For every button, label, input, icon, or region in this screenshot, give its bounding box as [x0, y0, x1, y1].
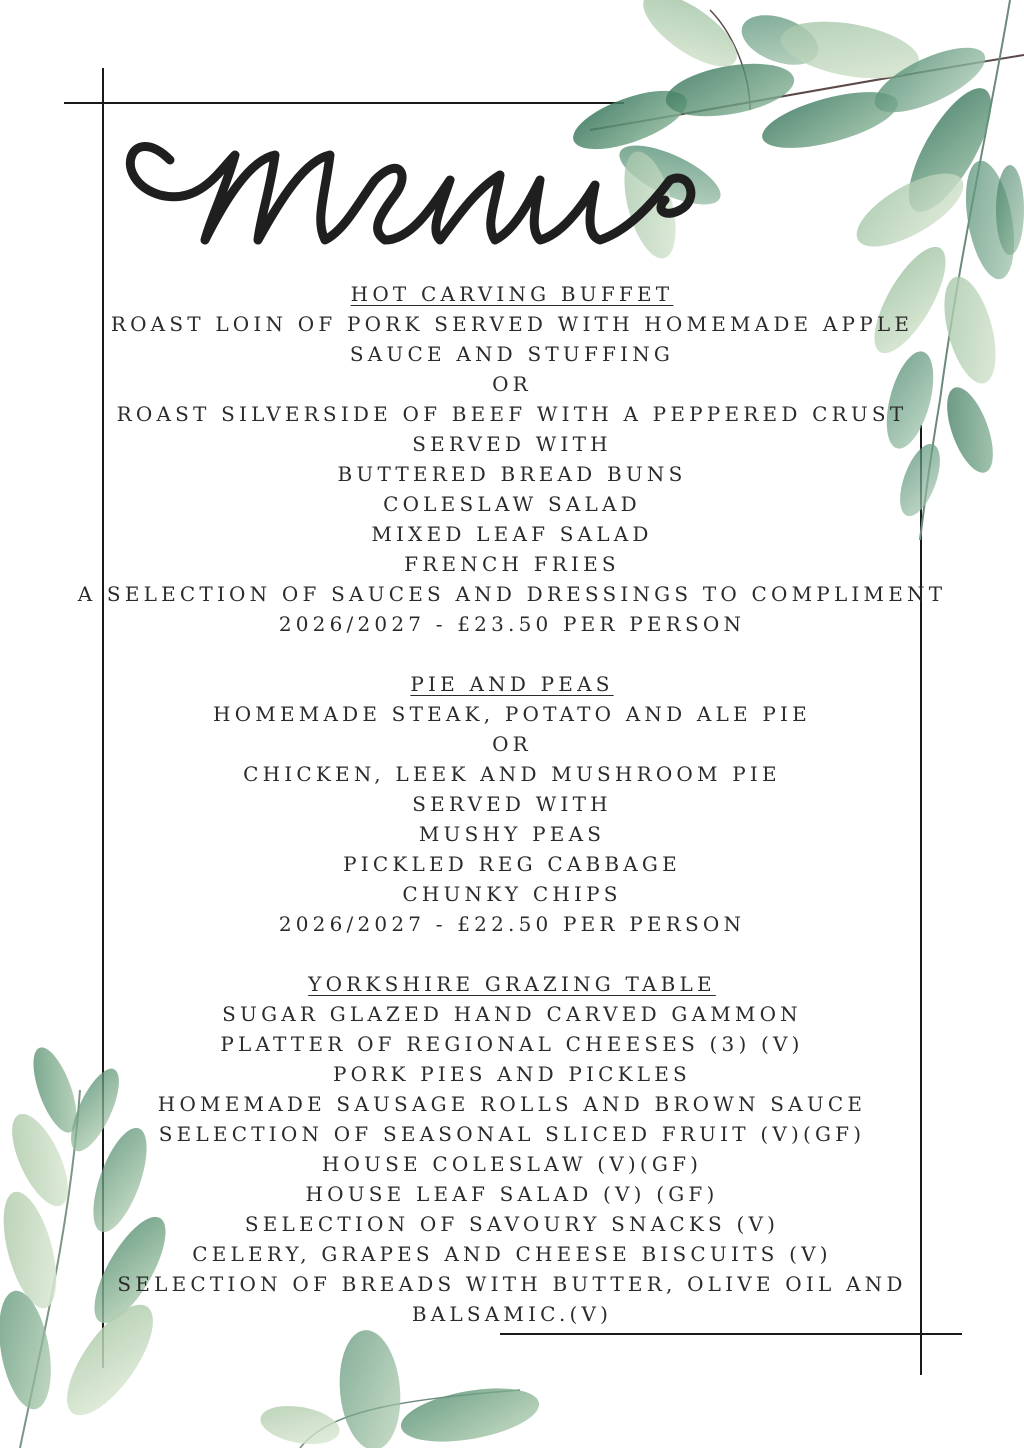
section-heading: HOT CARVING BUFFET — [350, 282, 674, 306]
menu-line: ROAST LOIN OF PORK SERVED WITH HOMEMADE APPLE — [110, 312, 914, 336]
menu-line: SAUCE AND STUFFING — [349, 342, 675, 366]
menu-line: SELECTION OF SEASONAL SLICED FRUIT (V)(GF) — [158, 1122, 866, 1146]
price-line: 2026/2027 - £22.50 PER PERSON — [278, 912, 746, 936]
menu-line: PICKLED REG CABBAGE — [343, 852, 681, 876]
menu-line: CELERY, GRAPES AND CHEESE BISCUITS (V) — [192, 1242, 832, 1266]
section-yorkshire-grazing-table — [0, 969, 1024, 1329]
menu-line: SELECTION OF BREADS WITH BUTTER, OLIVE OIL AND — [117, 1272, 907, 1296]
menu-line: HOUSE LEAF SALAD (V) (GF) — [305, 1182, 719, 1206]
frame-bottom-line — [500, 1333, 962, 1335]
section-heading: YORKSHIRE GRAZING TABLE — [308, 972, 716, 996]
menu-line: COLESLAW SALAD — [383, 492, 641, 516]
section-pie-and-peas — [0, 669, 1024, 939]
menu-line: HOUSE COLESLAW (V)(GF) — [321, 1152, 703, 1176]
menu-line: HOMEMADE SAUSAGE ROLLS AND BROWN SAUCE — [157, 1092, 867, 1116]
menu-line: ROAST SILVERSIDE OF BEEF WITH A PEPPERED CRUST — [116, 402, 908, 426]
menu-line: A SELECTION OF SAUCES AND DRESSINGS TO COMPLIMENT — [77, 582, 947, 606]
menu-line: PLATTER OF REGIONAL CHEESES (3) (V) — [220, 1032, 804, 1056]
menu-line: BUTTERED BREAD BUNS — [337, 462, 687, 486]
menu-line: SERVED WITH — [412, 792, 612, 816]
menu-line: SUGAR GLAZED HAND CARVED GAMMON — [222, 1002, 802, 1026]
section-hot-carving-buffet — [0, 279, 1024, 639]
menu-line: SELECTION OF SAVOURY SNACKS (V) — [244, 1212, 780, 1236]
menu-line: OR — [492, 372, 532, 396]
menu-line: CHUNKY CHIPS — [402, 882, 622, 906]
menu-line: SERVED WITH — [412, 432, 612, 456]
menu-title-wordmark — [110, 100, 710, 260]
price-line: 2026/2027 - £23.50 PER PERSON — [278, 612, 746, 636]
menu-line: OR — [492, 732, 532, 756]
menu-line: BALSAMIC.(V) — [411, 1302, 613, 1326]
menu-line: PORK PIES AND PICKLES — [333, 1062, 691, 1086]
menu-content — [0, 279, 1024, 1329]
menu-line: HOMEMADE STEAK, POTATO AND ALE PIE — [213, 702, 811, 726]
menu-line: MUSHY PEAS — [418, 822, 606, 846]
section-heading: PIE AND PEAS — [410, 672, 614, 696]
menu-line: FRENCH FRIES — [404, 552, 620, 576]
menu-line: MIXED LEAF SALAD — [371, 522, 653, 546]
menu-line: CHICKEN, LEEK AND MUSHROOM PIE — [243, 762, 781, 786]
